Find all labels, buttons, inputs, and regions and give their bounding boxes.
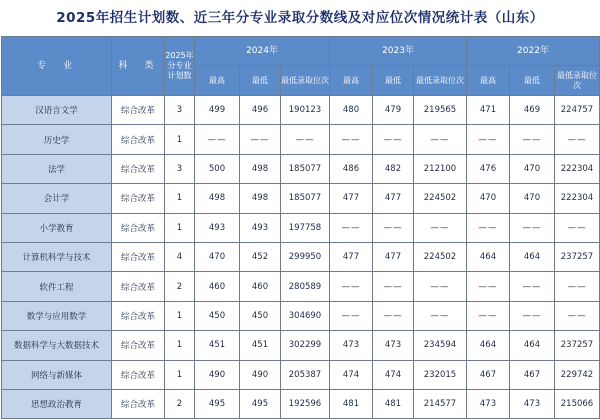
2024-max-cell: 493 bbox=[195, 213, 240, 242]
2023-max-cell: —— bbox=[330, 125, 373, 154]
2024-max-cell: 498 bbox=[195, 184, 240, 213]
2022-max-cell: —— bbox=[467, 272, 510, 301]
2023-min-rank-cell: —— bbox=[414, 125, 467, 154]
2023-max-cell: 477 bbox=[330, 242, 373, 271]
header-min-rank: 最低录取位次 bbox=[555, 66, 600, 96]
2023-min-rank-cell: 219565 bbox=[414, 96, 467, 125]
2024-min-rank-cell: 190123 bbox=[281, 96, 330, 125]
2022-min-rank-cell: 224757 bbox=[555, 96, 600, 125]
header-year-2022: 2022年 bbox=[467, 37, 600, 66]
2024-max-cell: 499 bbox=[195, 96, 240, 125]
2022-min-rank-cell: —— bbox=[555, 301, 600, 330]
2024-min-cell: 490 bbox=[240, 360, 281, 389]
subject-cell: 综合改革 bbox=[112, 272, 165, 301]
2023-max-cell: 486 bbox=[330, 154, 373, 183]
table-row bbox=[2, 96, 600, 125]
header-year-2024: 2024年 bbox=[195, 37, 330, 66]
2024-max-cell: 490 bbox=[195, 360, 240, 389]
2024-min-rank-cell: —— bbox=[281, 125, 330, 154]
2023-min-cell: 473 bbox=[373, 331, 414, 360]
subject-cell: 综合改革 bbox=[112, 213, 165, 242]
table-row bbox=[2, 242, 600, 271]
subject-cell: 综合改革 bbox=[112, 389, 165, 418]
2023-min-rank-cell: —— bbox=[414, 272, 467, 301]
2024-min-rank-cell: 280589 bbox=[281, 272, 330, 301]
table-row bbox=[2, 389, 600, 418]
2022-min-rank-cell: 215066 bbox=[555, 389, 600, 418]
2023-max-cell: 477 bbox=[330, 184, 373, 213]
2022-min-rank-cell: —— bbox=[555, 213, 600, 242]
subject-cell: 综合改革 bbox=[112, 184, 165, 213]
table-row bbox=[2, 125, 600, 154]
2024-max-cell: 450 bbox=[195, 301, 240, 330]
table-row bbox=[2, 272, 600, 301]
subject-cell: 综合改革 bbox=[112, 360, 165, 389]
header-min: 最低 bbox=[373, 66, 414, 96]
2024-min-rank-cell: 205387 bbox=[281, 360, 330, 389]
admission-table bbox=[1, 36, 600, 419]
2022-min-rank-cell: —— bbox=[555, 125, 600, 154]
2023-min-cell: 477 bbox=[373, 242, 414, 271]
major-cell: 历史学 bbox=[2, 125, 112, 154]
2024-max-cell: 460 bbox=[195, 272, 240, 301]
plan-cell: 1 bbox=[165, 213, 195, 242]
header-max: 最高 bbox=[330, 66, 373, 96]
major-cell: 会计学 bbox=[2, 184, 112, 213]
2022-min-cell: 467 bbox=[510, 360, 555, 389]
major-cell: 数学与应用数学 bbox=[2, 301, 112, 330]
plan-cell: 1 bbox=[165, 360, 195, 389]
table-row bbox=[2, 213, 600, 242]
2024-min-rank-cell: 185077 bbox=[281, 184, 330, 213]
2024-min-cell: 450 bbox=[240, 301, 281, 330]
header-major: 专 业 bbox=[2, 37, 112, 96]
2022-min-rank-cell: 237257 bbox=[555, 242, 600, 271]
2022-min-cell: 473 bbox=[510, 389, 555, 418]
2022-max-cell: 470 bbox=[467, 184, 510, 213]
plan-cell: 1 bbox=[165, 125, 195, 154]
2024-max-cell: 451 bbox=[195, 331, 240, 360]
major-cell: 计算机科学与技术 bbox=[2, 242, 112, 271]
subject-cell: 综合改革 bbox=[112, 154, 165, 183]
2022-min-cell: 469 bbox=[510, 96, 555, 125]
header-year-2023: 2023年 bbox=[330, 37, 467, 66]
table-body bbox=[2, 96, 600, 419]
major-cell: 软件工程 bbox=[2, 272, 112, 301]
2022-min-cell: 464 bbox=[510, 331, 555, 360]
2024-min-cell: 451 bbox=[240, 331, 281, 360]
2023-min-rank-cell: 224502 bbox=[414, 242, 467, 271]
2022-max-cell: —— bbox=[467, 125, 510, 154]
2022-max-cell: 464 bbox=[467, 331, 510, 360]
2023-min-rank-cell: 224502 bbox=[414, 184, 467, 213]
2024-min-rank-cell: 185077 bbox=[281, 154, 330, 183]
subject-cell: 综合改革 bbox=[112, 96, 165, 125]
2023-min-rank-cell: 212100 bbox=[414, 154, 467, 183]
2023-min-cell: —— bbox=[373, 213, 414, 242]
2024-min-rank-cell: 304690 bbox=[281, 301, 330, 330]
2022-min-rank-cell: 222304 bbox=[555, 184, 600, 213]
2022-min-cell: —— bbox=[510, 213, 555, 242]
2023-max-cell: 474 bbox=[330, 360, 373, 389]
subject-cell: 综合改革 bbox=[112, 125, 165, 154]
2023-max-cell: 473 bbox=[330, 331, 373, 360]
2023-min-cell: 482 bbox=[373, 154, 414, 183]
major-cell: 法学 bbox=[2, 154, 112, 183]
header-plan: 2025年分专业计划数 bbox=[165, 37, 195, 96]
major-cell: 网络与新媒体 bbox=[2, 360, 112, 389]
plan-cell: 1 bbox=[165, 331, 195, 360]
2024-min-rank-cell: 192596 bbox=[281, 389, 330, 418]
2024-max-cell: 500 bbox=[195, 154, 240, 183]
2022-min-rank-cell: 229742 bbox=[555, 360, 600, 389]
2022-min-cell: 470 bbox=[510, 154, 555, 183]
2022-max-cell: 467 bbox=[467, 360, 510, 389]
table-row bbox=[2, 184, 600, 213]
2022-max-cell: 464 bbox=[467, 242, 510, 271]
2023-min-cell: 481 bbox=[373, 389, 414, 418]
table-row bbox=[2, 331, 600, 360]
2024-min-cell: 495 bbox=[240, 389, 281, 418]
major-cell: 思想政治教育 bbox=[2, 389, 112, 418]
plan-cell: 1 bbox=[165, 301, 195, 330]
2022-min-cell: —— bbox=[510, 125, 555, 154]
2023-min-cell: 474 bbox=[373, 360, 414, 389]
2024-min-rank-cell: 299950 bbox=[281, 242, 330, 271]
2023-min-rank-cell: 234594 bbox=[414, 331, 467, 360]
major-cell: 小学教育 bbox=[2, 213, 112, 242]
2023-min-rank-cell: 214577 bbox=[414, 389, 467, 418]
plan-cell: 2 bbox=[165, 272, 195, 301]
2024-max-cell: —— bbox=[195, 125, 240, 154]
2024-min-cell: 498 bbox=[240, 154, 281, 183]
2022-max-cell: 473 bbox=[467, 389, 510, 418]
2023-min-cell: 479 bbox=[373, 96, 414, 125]
2024-min-rank-cell: 302299 bbox=[281, 331, 330, 360]
plan-cell: 3 bbox=[165, 96, 195, 125]
table-row bbox=[2, 154, 600, 183]
2023-min-cell: —— bbox=[373, 125, 414, 154]
2022-max-cell: —— bbox=[467, 301, 510, 330]
plan-cell: 4 bbox=[165, 242, 195, 271]
2024-max-cell: 470 bbox=[195, 242, 240, 271]
2024-min-cell: 452 bbox=[240, 242, 281, 271]
2023-max-cell: —— bbox=[330, 213, 373, 242]
2022-max-cell: —— bbox=[467, 213, 510, 242]
subject-cell: 综合改革 bbox=[112, 331, 165, 360]
2022-min-rank-cell: 237257 bbox=[555, 331, 600, 360]
2024-min-cell: —— bbox=[240, 125, 281, 154]
major-cell: 数据科学与大数据技术 bbox=[2, 331, 112, 360]
header-min-rank: 最低录取位次 bbox=[414, 66, 467, 96]
2022-min-cell: —— bbox=[510, 301, 555, 330]
2023-max-cell: 481 bbox=[330, 389, 373, 418]
2024-min-cell: 493 bbox=[240, 213, 281, 242]
plan-cell: 2 bbox=[165, 389, 195, 418]
table-row bbox=[2, 360, 600, 389]
plan-cell: 1 bbox=[165, 184, 195, 213]
2022-min-rank-cell: —— bbox=[555, 272, 600, 301]
2023-min-rank-cell: —— bbox=[414, 301, 467, 330]
page-title: 2025年招生计划数、近三年分专业录取分数线及对应位次情况统计表（山东） bbox=[56, 10, 544, 26]
subject-cell: 综合改革 bbox=[112, 242, 165, 271]
2024-max-cell: 495 bbox=[195, 389, 240, 418]
2023-max-cell: —— bbox=[330, 301, 373, 330]
header-min-rank: 最低录取位次 bbox=[281, 66, 330, 96]
header-min: 最低 bbox=[240, 66, 281, 96]
2024-min-cell: 460 bbox=[240, 272, 281, 301]
2023-min-rank-cell: 232015 bbox=[414, 360, 467, 389]
2022-max-cell: 471 bbox=[467, 96, 510, 125]
2023-min-cell: —— bbox=[373, 301, 414, 330]
2024-min-cell: 496 bbox=[240, 96, 281, 125]
2022-min-rank-cell: 222304 bbox=[555, 154, 600, 183]
2022-max-cell: 476 bbox=[467, 154, 510, 183]
2024-min-cell: 498 bbox=[240, 184, 281, 213]
subject-cell: 综合改革 bbox=[112, 301, 165, 330]
header-max: 最高 bbox=[467, 66, 510, 96]
header-subject: 科 类 bbox=[112, 37, 165, 96]
major-cell: 汉语言文学 bbox=[2, 96, 112, 125]
2024-min-rank-cell: 197758 bbox=[281, 213, 330, 242]
2023-min-cell: —— bbox=[373, 272, 414, 301]
2023-min-cell: 477 bbox=[373, 184, 414, 213]
2023-max-cell: 480 bbox=[330, 96, 373, 125]
header-max: 最高 bbox=[195, 66, 240, 96]
table-row bbox=[2, 301, 600, 330]
2022-min-cell: —— bbox=[510, 272, 555, 301]
2022-min-cell: 464 bbox=[510, 242, 555, 271]
plan-cell: 3 bbox=[165, 154, 195, 183]
2023-max-cell: —— bbox=[330, 272, 373, 301]
2022-min-cell: 470 bbox=[510, 184, 555, 213]
header-min: 最低 bbox=[510, 66, 555, 96]
2023-min-rank-cell: —— bbox=[414, 213, 467, 242]
